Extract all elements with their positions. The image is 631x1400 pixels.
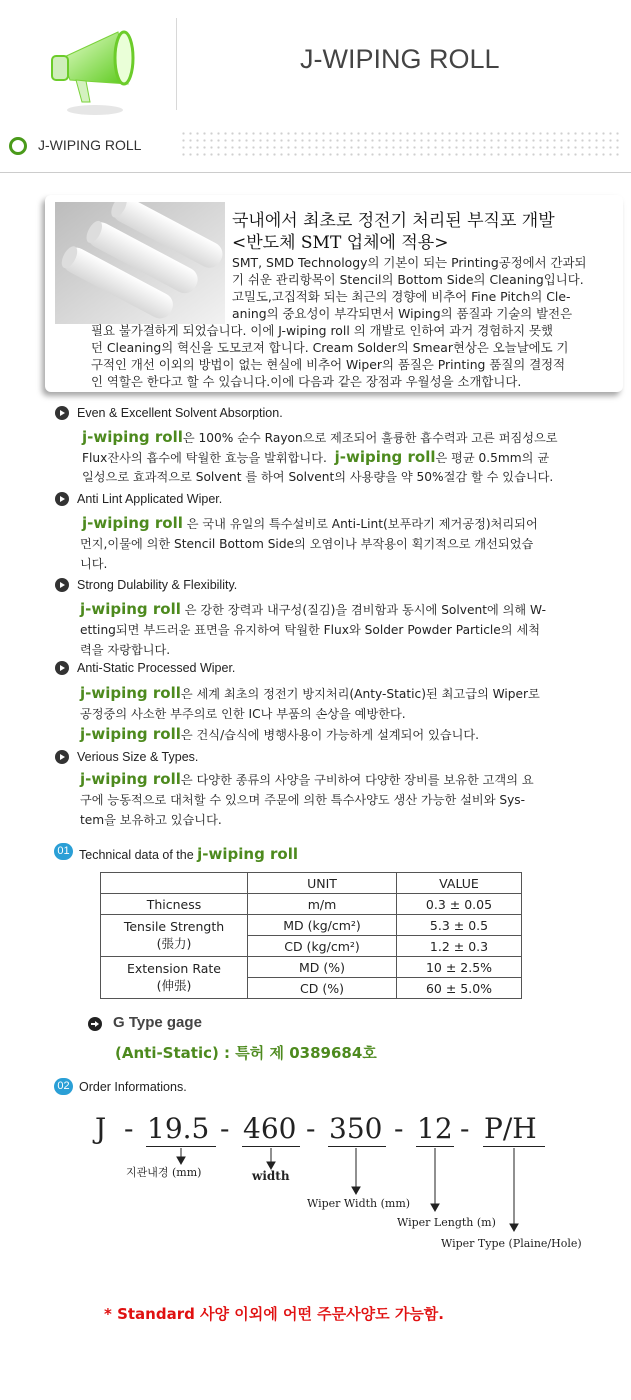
feature-text: Flux잔사의 흡수에 탁월한 효능을 발휘합니다. [82,451,327,465]
code-separator: - [394,1112,404,1145]
code-separator: - [306,1112,316,1145]
feature-title: Strong Dulability & Flexibility. [77,578,238,592]
feature-line: etting되면 부드러운 표면을 유지하여 탁월한 Flux와 Solder Powder Particle의 세척 [80,623,541,637]
bullet-arrow-icon [55,750,69,764]
value-cell: 1.2 ± 0.3 [397,936,522,957]
feature-line [80,725,479,743]
feature-text: 은 다양한 종류의 사양을 구비하여 다양한 장비를 보유한 고객의 요 [180,773,534,787]
feature-line [82,514,538,532]
table-header-row [101,873,522,894]
feature-text: 은 100% 순수 Rayon으로 제조되어 훌륭한 흡수력과 고른 퍼짐성으로 [182,431,558,445]
standard-note: * Standard 사양 이외에 어떤 주문사양도 가능함. [104,1305,444,1323]
circle-icon [9,137,27,155]
feature-title: Verious Size & Types. [77,750,199,764]
code-inner-diameter: 19.5 [147,1112,210,1145]
code-prefix: J [95,1112,107,1145]
code-width: 460 [243,1112,297,1145]
row-label-line: Extension Rate [126,961,221,976]
feature-line [82,428,558,446]
table-row [101,915,522,936]
unit-cell: MD (kg/cm²) [248,915,397,936]
feature-title: Anti-Static Processed Wiper. [77,661,236,675]
technical-data-table [100,872,522,999]
feature-keyword: j-wiping roll [334,448,436,466]
bullet-arrow-icon [55,578,69,592]
feature-keyword: j-wiping roll [82,428,183,446]
table-row [101,957,522,978]
row-label [101,957,248,999]
row-label-line: (張力) [156,936,192,951]
feature-keyword: j-wiping roll [80,770,181,788]
label-width: width [252,1169,290,1183]
dotted-pattern [180,130,620,160]
bullet-arrow-icon [55,492,69,506]
section-title [79,845,298,863]
header-rule [0,172,631,173]
code-wiper-width: 350 [329,1112,383,1145]
intro-text-line: SMT, SMD Technology의 기본이 되는 Printing공정에서 간과되 [232,255,587,270]
code-wiper-length: 12 [417,1112,453,1145]
feature-keyword: j-wiping roll [80,600,181,618]
section-title-text: Technical data of the [79,848,198,862]
intro-text-line: 던 Cleaning의 혁신을 도모코져 합니다. Cream Solder의 Smear현상은 오늘날에도 기 [91,340,569,355]
feature-title: Even & Excellent Solvent Absorption. [77,406,283,420]
section-title: Order Informations. [79,1080,187,1094]
megaphone-icon [40,18,150,118]
unit-cell: CD (kg/cm²) [248,936,397,957]
label-wiper-length: Wiper Length (m) [397,1216,496,1229]
code-wiper-type: P/H [484,1112,537,1145]
bullet-arrow-icon [55,406,69,420]
row-label-line: (伸張) [156,978,192,993]
feature-line: 니다. [80,557,108,571]
feature-keyword: j-wiping roll [80,684,181,702]
feature-text: 은 평균 0.5mm의 균 [435,451,550,465]
table-row [101,894,522,915]
product-photo [55,202,225,324]
unit-cell: m/m [248,894,397,915]
feature-text: 은 세계 최초의 정전기 방지처리(Anty-Static)된 최고급의 Wiper로 [180,687,540,701]
section-number-badge: 02 [54,1078,73,1095]
feature-line [80,600,546,618]
value-cell: 0.3 ± 0.05 [397,894,522,915]
intro-text-line: 필요 불가결하게 되었습니다. 이에 J-wiping roll 의 개발로 인하여 과거 경험하지 못했 [91,323,553,338]
unit-cell: MD (%) [248,957,397,978]
code-separator: - [460,1112,470,1145]
label-wiper-width: Wiper Width (mm) [307,1197,411,1210]
gtype-title: G Type gage [113,1014,202,1031]
gtype-patent: (Anti-Static) : 특허 제 0389684호 [115,1044,377,1062]
intro-text-line: 고밀도,고집적화 되는 최근의 경향에 비추어 Fine Pitch의 Cle- [232,289,571,304]
value-cell: 60 ± 5.0% [397,978,522,999]
feature-keyword: j-wiping roll [80,725,181,743]
feature-text: 은 국내 유일의 특수설비로 Anti-Lint(보푸라기 제거공정)처리되어 [182,517,538,531]
feature-keyword: j-wiping roll [82,514,183,532]
intro-text-line: 기 쉬운 관리항목이 Stencil의 Bottom Side의 Cleaning입니다. [232,272,584,287]
bullet-arrow-icon [55,661,69,675]
value-cell: 10 ± 2.5% [397,957,522,978]
value-cell: 5.3 ± 0.5 [397,915,522,936]
intro-text-line: 인 역할은 한다고 할 수 있습니다.이에 다음과 같은 장점과 우월성을 소개합니다. [91,374,522,389]
intro-text-line: 구적인 개선 이외의 방법이 없는 현실에 비추어 Wiper의 품질은 Printing 품질의 결정적 [91,357,566,372]
section-subtitle: J-WIPING ROLL [38,137,142,153]
order-arrows [0,1146,631,1246]
feature-text: 은 강한 장력과 내구성(질김)을 겸비함과 동시에 Solvent에 의해 W- [180,603,547,617]
intro-headline: 국내에서 최초로 정전기 처리된 부직포 개발 [232,211,555,231]
feature-line [80,770,534,788]
feature-line: 력을 자랑합니다. [80,643,171,657]
table-header-cell [101,873,248,894]
header-divider [176,18,177,110]
feature-text: 은 건식/습식에 병행사용이 가능하게 설계되어 있습니다. [180,728,480,742]
code-separator: - [124,1112,134,1145]
code-separator: - [220,1112,230,1145]
arrow-circle-icon [88,1017,102,1031]
feature-line: 먼지,이물에 의한 Stencil Bottom Side의 오염이나 부작용이 획기적으로 개선되었습 [80,537,534,551]
table-header-cell: UNIT [248,873,397,894]
section-number-badge: 01 [54,843,73,860]
intro-text-line: aning의 중요성이 부각되면서 Wiping의 품질과 기술의 발전은 [232,306,573,321]
page-title: J-WIPING ROLL [300,44,500,74]
row-label-line: Tensile Strength [123,919,225,934]
section-title-keyword: j-wiping roll [197,845,299,863]
row-label [101,915,248,957]
label-inner-diameter: 지관내경 (mm) [126,1166,202,1179]
feature-line: 구에 능동적으로 대처할 수 있으며 주문에 의한 특수사양도 생산 가능한 설비와 Sys- [80,793,526,807]
feature-line [80,684,540,702]
feature-line: 공정중의 사소한 부주의로 인한 IC나 부품의 손상을 예방한다. [80,707,406,721]
unit-cell: CD (%) [248,978,397,999]
label-wiper-type: Wiper Type (Plaine/Hole) [441,1237,582,1250]
table-header-cell: VALUE [397,873,522,894]
row-label: Thicness [101,894,248,915]
feature-line [82,448,549,466]
feature-line: 일성으로 효과적으로 Solvent 를 하여 Solvent의 사용량을 약 50%절감 할 수 있습니다. [82,470,554,484]
feature-title: Anti Lint Applicated Wiper. [77,492,223,506]
feature-line: tem을 보유하고 있습니다. [80,813,222,827]
intro-subheadline: <반도체 SMT 업체에 적용> [232,233,449,253]
